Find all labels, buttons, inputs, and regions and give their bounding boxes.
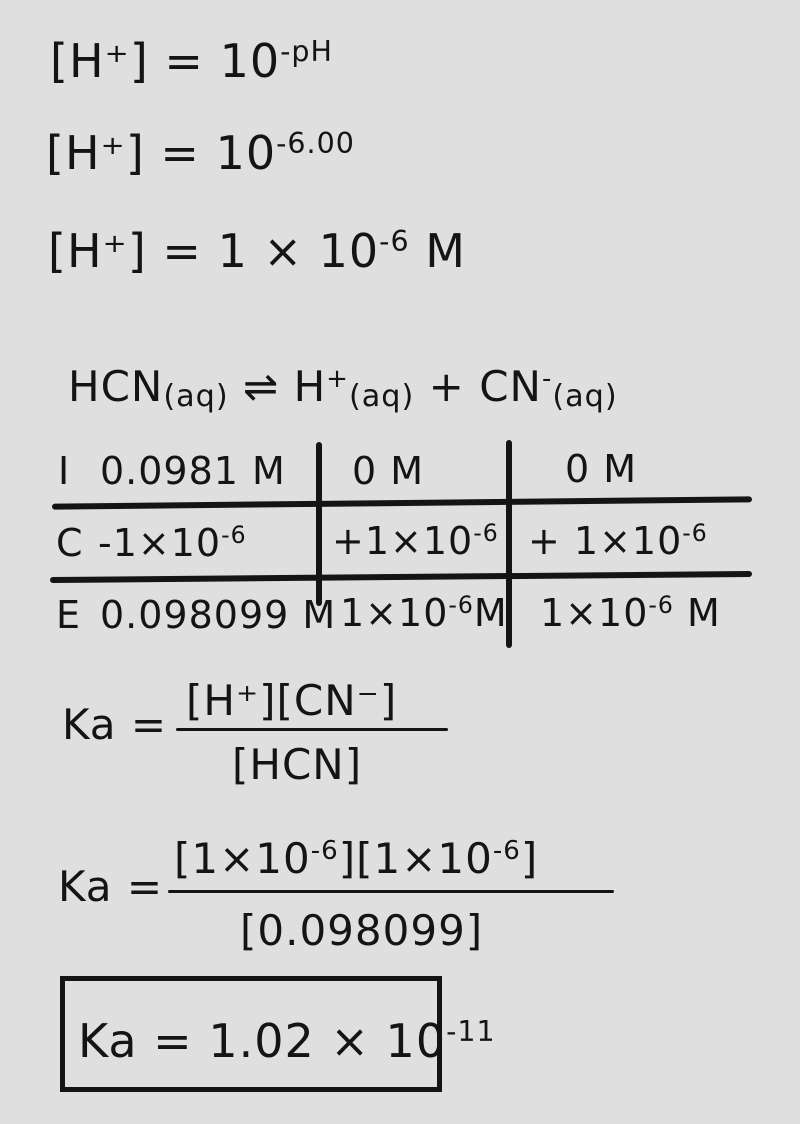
ka-substitution-lhs: Ka = [58, 862, 164, 911]
ka-expression-numerator: [H⁺][CN⁻] [186, 676, 398, 725]
hplus-coefficient: 1 × 10 [217, 224, 380, 278]
answer-value: 1.02 × 10 [208, 1014, 447, 1068]
answer-lhs: Ka = [78, 1014, 193, 1068]
ice-row-initial-col3: 0 M [565, 447, 638, 491]
equilibrium-arrow: ⇌ [243, 362, 280, 411]
ice-row-equilibrium-col2: $1\times 10^{-6}M$ [340, 591, 508, 635]
hydrogen-charge: + [326, 363, 349, 394]
hplus-definition-line [50, 34, 333, 88]
ice-row-change-label: C [56, 521, 84, 565]
base-ten: 10 [219, 34, 281, 88]
ice-row-change-col2: $+1\times 10^{-6}$ [332, 519, 499, 563]
hydrogen-ion-product: H [293, 362, 327, 411]
ka-substitution-numerator: $[1\times 10^{-6}][1\times 10^{-6}]$ [174, 834, 539, 883]
base-ten: 10 [215, 126, 277, 180]
ka-expression-fraction-bar [176, 728, 448, 731]
reactant-state: (aq) [163, 379, 229, 415]
hplus-symbol: [H⁺] [50, 34, 149, 88]
ice-table-row-line-1 [52, 496, 752, 509]
hplus-symbol: [H⁺] [46, 126, 145, 180]
ice-row-initial-label: I [58, 449, 71, 493]
hplus-exponent: -6 [379, 225, 410, 259]
answer-exponent: -11 [446, 1015, 496, 1049]
molar-unit: M [425, 224, 466, 278]
ph-value-exponent: -6.00 [276, 127, 355, 161]
hplus-substitution-line [46, 126, 355, 180]
hydrogen-state: (aq) [348, 379, 415, 415]
plus-sign: + [428, 362, 465, 411]
ka-substitution-denominator: [0.098099] [240, 906, 484, 955]
ka-substitution-fraction-bar [168, 890, 614, 893]
ice-table-divider-1 [316, 442, 322, 606]
ice-row-change-col1: $-1\times 10^{-6}$ [98, 521, 247, 565]
equals-sign: = [162, 224, 202, 278]
cyanide-state: (aq) [552, 379, 618, 415]
equals-sign: = [160, 126, 200, 180]
ice-row-equilibrium-label: E [56, 593, 82, 637]
ice-row-equilibrium-col3: $1\times 10^{-6}$ M [540, 591, 721, 635]
ice-row-change-col3: + $1\times 10^{-6}$ [528, 519, 708, 563]
hplus-result-line [48, 224, 466, 278]
minus-ph-exponent: -pH [280, 35, 333, 69]
ice-row-initial-col2: 0 M [352, 449, 425, 493]
dissociation-equation [68, 362, 618, 415]
cyanide-charge: - [541, 363, 553, 394]
ice-table-row-line-2 [50, 571, 752, 583]
ka-expression-lhs: Ka = [62, 700, 168, 749]
hcn-reactant: HCN [68, 362, 164, 411]
ka-expression-denominator: [HCN] [232, 740, 363, 789]
cyanide-product: CN [479, 362, 542, 411]
ice-row-initial-col1: 0.0981 M [100, 449, 286, 493]
hplus-symbol: [H⁺] [48, 224, 147, 278]
ice-row-equilibrium-col1: 0.098099 M [100, 593, 337, 637]
equals-sign: = [164, 34, 204, 88]
final-answer [78, 1014, 496, 1068]
